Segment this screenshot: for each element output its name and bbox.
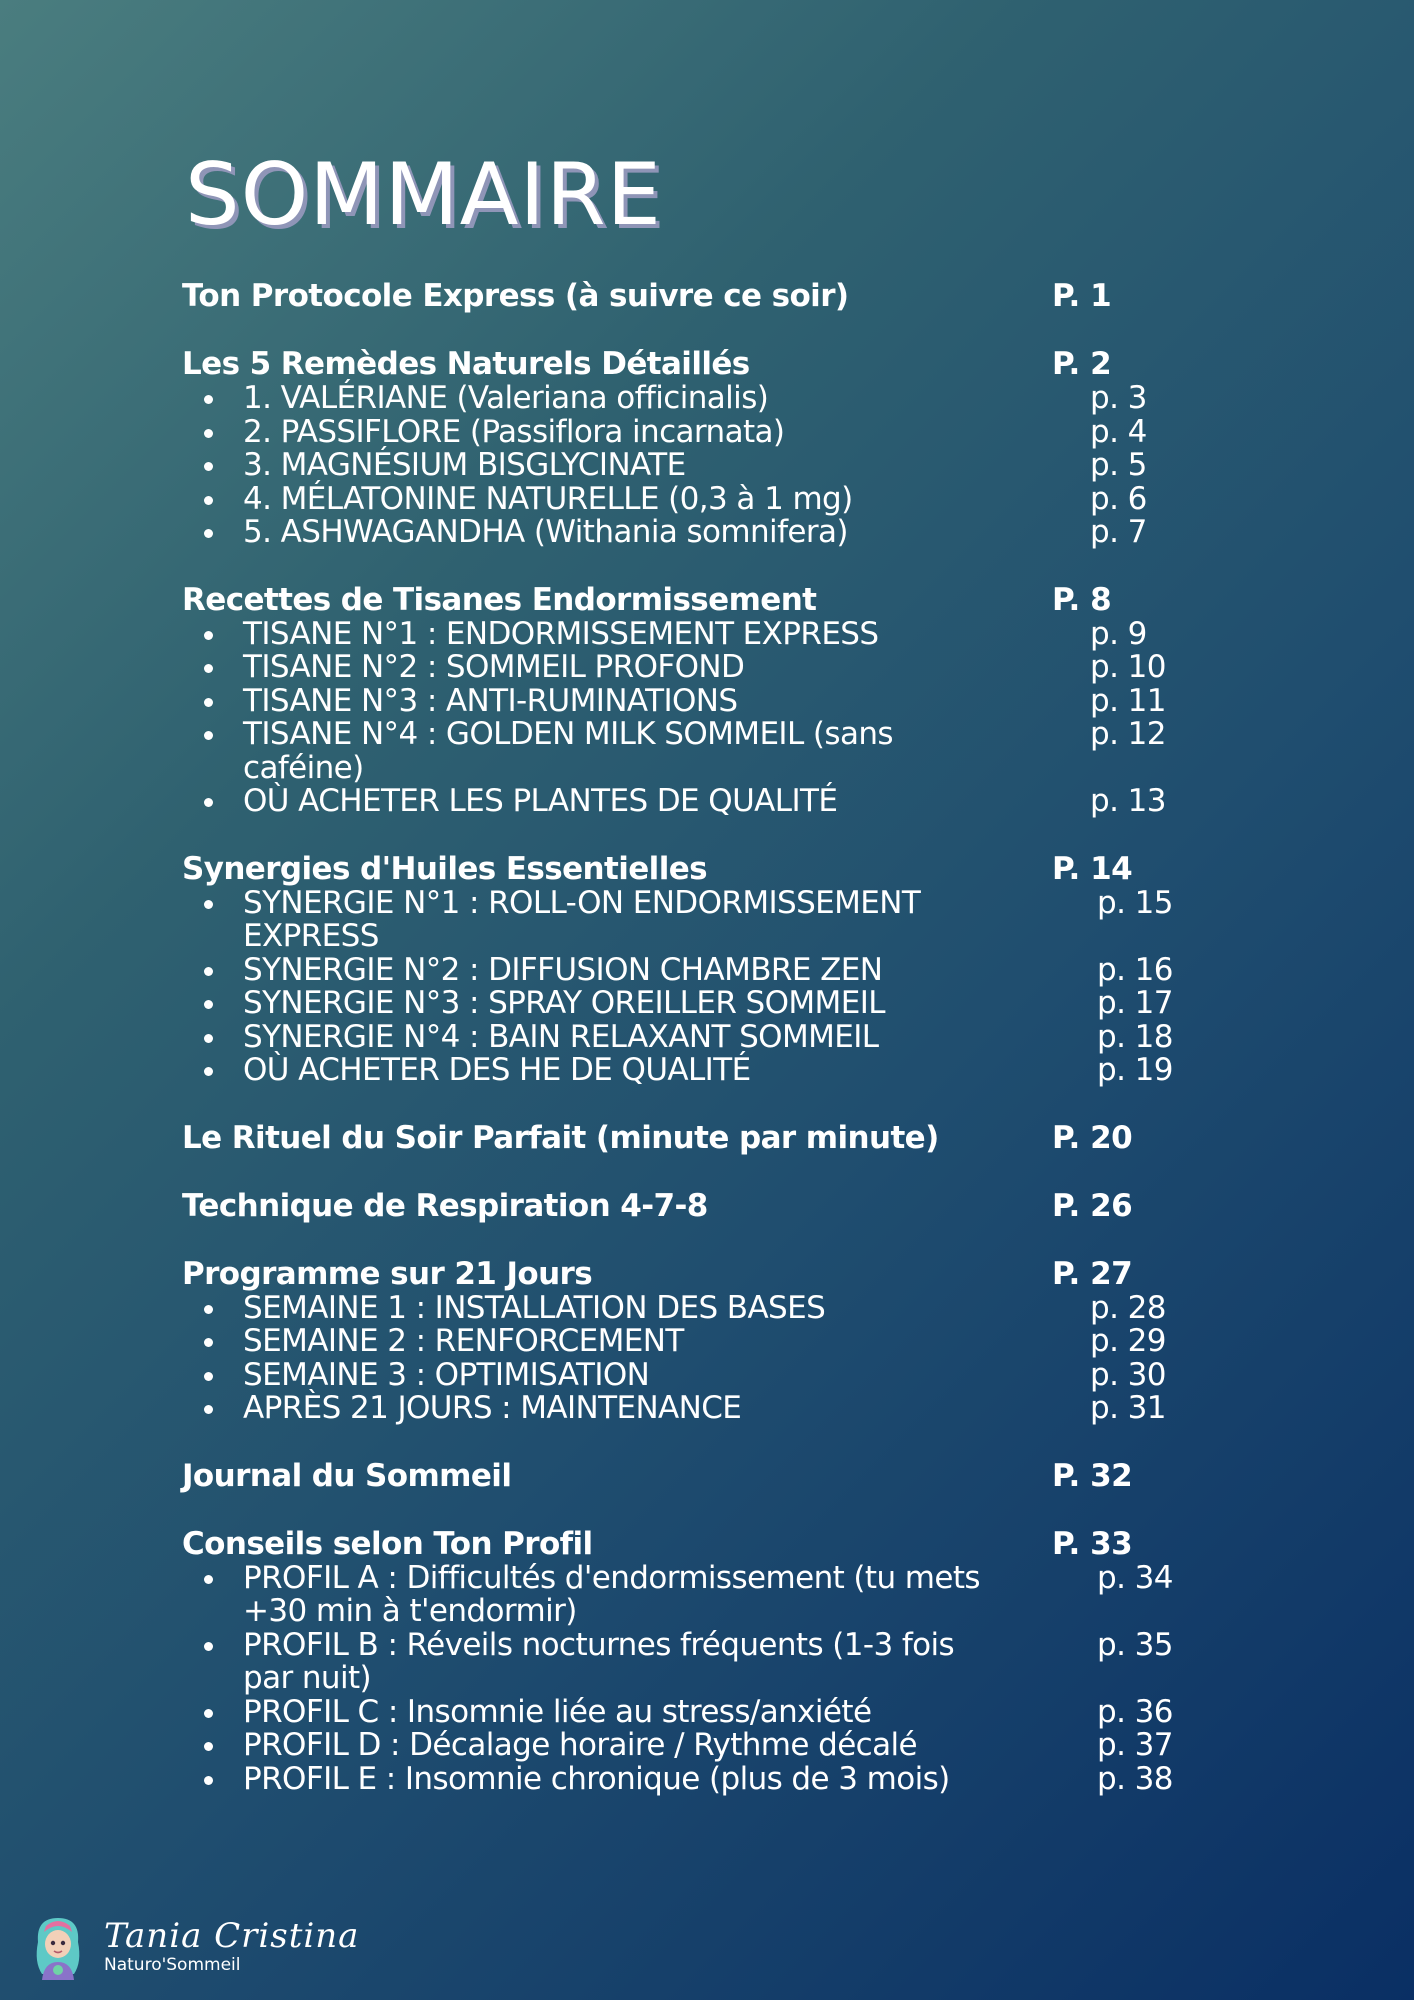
bullet-icon (204, 1575, 213, 1584)
toc-item[interactable] (182, 516, 1242, 550)
toc-item[interactable] (182, 1729, 1242, 1763)
toc-item-page-number: p. 9 (1090, 615, 1147, 652)
bullet-icon (204, 462, 213, 471)
toc-item[interactable] (182, 1018, 1242, 1055)
toc-item-page-number: p. 29 (1090, 1323, 1166, 1359)
toc-item-label: TISANE N°1 : ENDORMISSEMENT EXPRESS (243, 615, 879, 652)
toc-section (182, 1256, 1242, 1426)
toc-item-page-number: p. 13 (1090, 783, 1166, 819)
toc-item-page-number: p. 12 (1090, 716, 1166, 752)
toc-section (182, 346, 1242, 550)
toc-item-label: SEMAINE 3 : OPTIMISATION (243, 1356, 650, 1393)
section-title: Le Rituel du Soir Parfait (minute par minute) (182, 1119, 939, 1156)
toc-item-page-number: p. 30 (1090, 1356, 1166, 1393)
toc-item-list (182, 1559, 1242, 1797)
toc-section (182, 582, 1242, 819)
toc-item[interactable] (182, 615, 1242, 652)
section-page-number: P. 1 (1052, 278, 1112, 314)
toc-item-label: APRÈS 21 JOURS : MAINTENANCE (243, 1390, 742, 1426)
bullet-icon (204, 664, 213, 673)
section-page-number: P. 33 (1052, 1525, 1133, 1562)
toc-item-page-number: p. 4 (1090, 413, 1147, 450)
bullet-icon (204, 967, 213, 976)
toc-item-label: OÙ ACHETER DES HE DE QUALITÉ (243, 1052, 751, 1088)
page-title: SOMMAIRE (185, 145, 662, 245)
toc-item-label: SEMAINE 1 : INSTALLATION DES BASES (243, 1289, 826, 1326)
toc-section-heading[interactable] (182, 1120, 1242, 1156)
toc-item[interactable] (182, 682, 1242, 719)
girl-avatar-icon (30, 1912, 86, 1982)
toc-item-label: 2. PASSIFLORE (Passiflora incarnata) (243, 413, 785, 450)
bullet-icon (204, 429, 213, 438)
toc-item-label: SYNERGIE N°3 : SPRAY OREILLER SOMMEIL (243, 985, 885, 1021)
section-page-number: P. 8 (1052, 581, 1112, 618)
toc-item-list (182, 884, 1242, 1088)
toc-item[interactable] (182, 1054, 1242, 1088)
section-page-number: P. 20 (1052, 1119, 1133, 1156)
toc-item-page-number: p. 6 (1090, 480, 1147, 517)
toc-item-page-number: p. 15 (1097, 884, 1173, 921)
toc-section (182, 851, 1242, 1088)
section-page-number: P. 26 (1052, 1187, 1133, 1224)
toc-item[interactable] (182, 413, 1242, 450)
toc-section (182, 1120, 1242, 1156)
bullet-icon (204, 631, 213, 640)
section-title: Ton Protocole Express (à suivre ce soir) (182, 278, 849, 314)
bullet-icon (204, 731, 213, 740)
section-title: Programme sur 21 Jours (182, 1255, 593, 1292)
toc-section-heading[interactable] (182, 278, 1242, 314)
toc-item-label: SEMAINE 2 : RENFORCEMENT (243, 1323, 684, 1359)
toc-item-page-number: p. 28 (1090, 1289, 1166, 1326)
section-page-number: P. 2 (1052, 346, 1112, 382)
bullet-icon (204, 1709, 213, 1718)
bullet-icon (204, 1067, 213, 1076)
toc-item-list (182, 382, 1242, 550)
toc-item[interactable] (182, 480, 1242, 517)
bullet-icon (204, 1742, 213, 1751)
toc-item-page-number: p. 34 (1097, 1559, 1173, 1596)
toc-item-label: TISANE N°4 : GOLDEN MILK SOMMEIL (sans caféine) (243, 716, 893, 786)
bullet-icon (204, 1372, 213, 1381)
section-page-number: P. 32 (1052, 1457, 1133, 1494)
toc-section-heading[interactable] (182, 582, 1242, 618)
toc-item[interactable] (182, 1693, 1242, 1730)
toc-item-label: PROFIL A : Difficultés d'endormissement (tu mets +30 min à t'endormir) (243, 1559, 980, 1629)
toc-item-label: SYNERGIE N°4 : BAIN RELAXANT SOMMEIL (243, 1018, 879, 1055)
table-of-contents (182, 278, 1242, 1828)
toc-item[interactable] (182, 382, 1242, 416)
toc-item[interactable] (182, 884, 1242, 954)
toc-item[interactable] (182, 449, 1242, 483)
toc-item-label: PROFIL E : Insomnie chronique (plus de 3 mois) (243, 1760, 950, 1797)
toc-item[interactable] (182, 1626, 1242, 1696)
bullet-icon (204, 1776, 213, 1785)
section-title: Technique de Respiration 4-7-8 (182, 1187, 708, 1224)
toc-item-page-number: p. 35 (1097, 1626, 1173, 1663)
toc-section-heading[interactable] (182, 346, 1242, 382)
toc-item-label: 3. MAGNÉSIUM BISGLYCINATE (243, 447, 686, 483)
toc-section-heading[interactable] (182, 1188, 1242, 1224)
toc-item-label: SYNERGIE N°2 : DIFFUSION CHAMBRE ZEN (243, 951, 883, 988)
bullet-icon (204, 1000, 213, 1009)
brand-name: Tania Cristina (104, 1916, 360, 1956)
bullet-icon (204, 395, 213, 404)
bullet-icon (204, 900, 213, 909)
toc-item[interactable] (182, 1760, 1242, 1797)
brand-footer (30, 1912, 359, 1982)
toc-item[interactable] (182, 1559, 1242, 1629)
toc-item-label: SYNERGIE N°1 : ROLL-ON ENDORMISSEMENT EXPRESS (243, 884, 921, 954)
toc-item-page-number: p. 31 (1090, 1390, 1166, 1426)
toc-item-list (182, 1289, 1242, 1426)
toc-item[interactable] (182, 718, 1242, 785)
toc-item-page-number: p. 7 (1090, 514, 1147, 550)
toc-item-page-number: p. 16 (1097, 951, 1173, 988)
toc-item-list (182, 615, 1242, 819)
toc-section-heading[interactable] (182, 1256, 1242, 1292)
toc-section (182, 278, 1242, 314)
toc-section-heading[interactable] (182, 851, 1242, 887)
toc-section (182, 1526, 1242, 1797)
bullet-icon (204, 1642, 213, 1651)
bullet-icon (204, 1305, 213, 1314)
toc-item-page-number: p. 3 (1090, 380, 1147, 416)
toc-section-heading[interactable] (182, 1526, 1242, 1562)
toc-item-label: OÙ ACHETER LES PLANTES DE QUALITÉ (243, 783, 838, 819)
toc-item[interactable] (182, 651, 1242, 685)
toc-item-label: 1. VALÉRIANE (Valeriana officinalis) (243, 380, 769, 416)
toc-item[interactable] (182, 987, 1242, 1021)
brand-subtitle: Naturo'Sommeil (104, 1955, 241, 1975)
toc-item-page-number: p. 11 (1090, 682, 1166, 719)
toc-item-page-number: p. 5 (1090, 447, 1147, 483)
toc-item-label: PROFIL D : Décalage horaire / Rythme décalé (243, 1727, 918, 1763)
bullet-icon (204, 1034, 213, 1043)
toc-item-page-number: p. 17 (1097, 985, 1173, 1021)
toc-item-label: 5. ASHWAGANDHA (Withania somnifera) (243, 514, 848, 550)
toc-item-label: TISANE N°2 : SOMMEIL PROFOND (243, 649, 745, 685)
bullet-icon (204, 1405, 213, 1414)
section-title: Synergies d'Huiles Essentielles (182, 850, 707, 887)
toc-item-page-number: p. 36 (1097, 1693, 1173, 1730)
toc-item[interactable] (182, 785, 1242, 819)
toc-item[interactable] (182, 951, 1242, 988)
toc-item-page-number: p. 10 (1090, 649, 1166, 685)
toc-item[interactable] (182, 1289, 1242, 1326)
bullet-icon (204, 798, 213, 807)
section-page-number: P. 27 (1052, 1255, 1133, 1292)
toc-section (182, 1188, 1242, 1224)
toc-item-label: 4. MÉLATONINE NATURELLE (0,3 à 1 mg) (243, 480, 853, 517)
toc-item-page-number: p. 37 (1097, 1727, 1173, 1763)
section-title: Les 5 Remèdes Naturels Détaillés (182, 346, 750, 382)
toc-item[interactable] (182, 1392, 1242, 1426)
bullet-icon (204, 529, 213, 538)
toc-item-label: PROFIL C : Insomnie liée au stress/anxiété (243, 1693, 872, 1730)
section-title: Recettes de Tisanes Endormissement (182, 581, 817, 618)
section-title: Journal du Sommeil (182, 1457, 512, 1494)
toc-item-page-number: p. 38 (1097, 1760, 1173, 1797)
toc-item-page-number: p. 18 (1097, 1018, 1173, 1055)
toc-section (182, 1458, 1242, 1494)
section-title: Conseils selon Ton Profil (182, 1525, 593, 1562)
toc-item[interactable] (182, 1356, 1242, 1393)
bullet-icon (204, 1338, 213, 1347)
toc-item-page-number: p. 19 (1097, 1052, 1173, 1088)
section-page-number: P. 14 (1052, 850, 1133, 887)
toc-item[interactable] (182, 1325, 1242, 1359)
toc-section-heading[interactable] (182, 1458, 1242, 1494)
toc-item-label: PROFIL B : Réveils nocturnes fréquents (1-3 fois par nuit) (243, 1626, 955, 1696)
toc-item-label: TISANE N°3 : ANTI-RUMINATIONS (243, 682, 738, 719)
bullet-icon (204, 496, 213, 505)
bullet-icon (204, 698, 213, 707)
